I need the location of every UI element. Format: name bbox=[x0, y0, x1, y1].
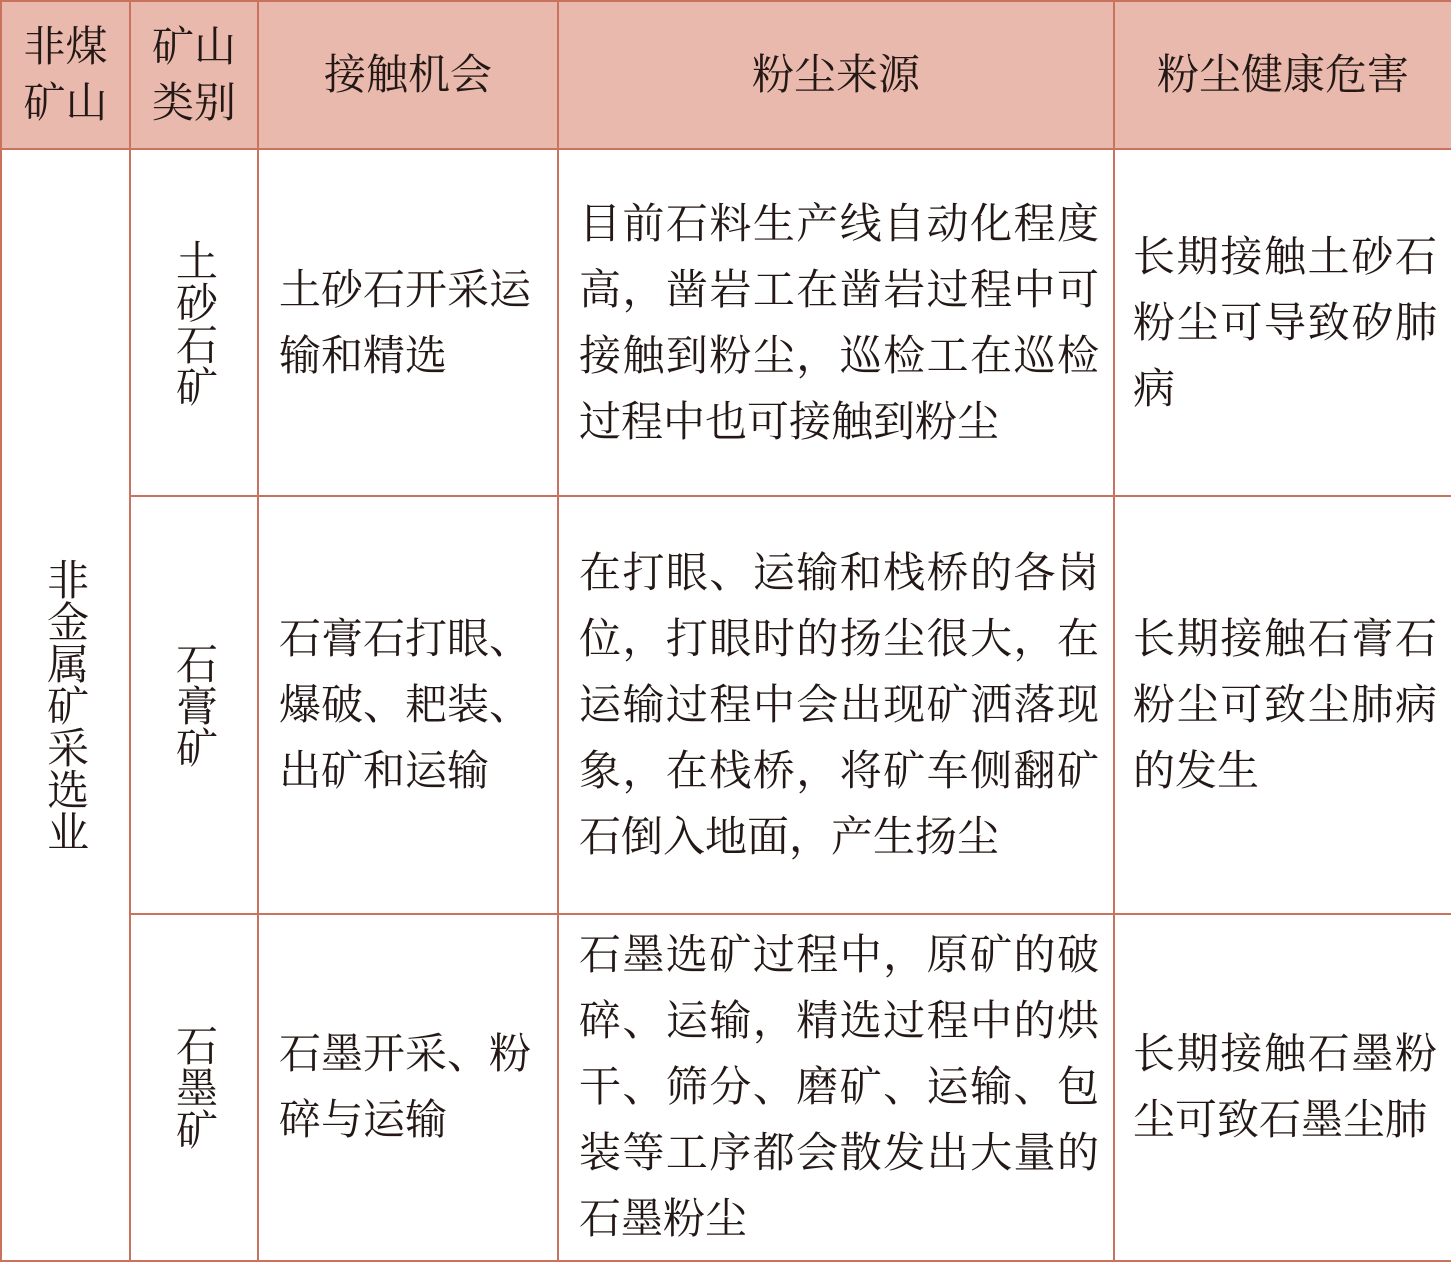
category-label: 石墨矿 bbox=[170, 1024, 219, 1151]
category-cell bbox=[130, 149, 258, 496]
header-source: 粉尘来源 bbox=[558, 1, 1114, 149]
source-cell: 在打眼、运输和栈桥的各岗位，打眼时的扬尘很大，在运输过程中会出现矿洒落现象，在栈桥，将矿车侧翻矿石倒入地面，产生扬尘 bbox=[558, 496, 1114, 914]
header-category-line2: 类别 bbox=[151, 78, 236, 127]
source-cell: 石墨选矿过程中，原矿的破碎、运输，精选过程中的烘干、筛分、磨矿、运输、包装等工序都会散发出大量的石墨粉尘 bbox=[558, 914, 1114, 1261]
header-industry-line1: 非煤 bbox=[23, 22, 108, 71]
header-category bbox=[130, 1, 258, 149]
table-row bbox=[1, 149, 1451, 496]
category-label: 土砂石矿 bbox=[170, 238, 219, 407]
exposure-cell: 土砂石开采运输和精选 bbox=[258, 149, 558, 496]
hazard-cell: 长期接触石墨粉尘可致石墨尘肺 bbox=[1114, 914, 1451, 1261]
hazard-cell: 长期接触土砂石粉尘可导致矽肺病 bbox=[1114, 149, 1451, 496]
table-row bbox=[1, 496, 1451, 914]
exposure-cell: 石墨开采、粉碎与运输 bbox=[258, 914, 558, 1261]
header-industry bbox=[1, 1, 130, 149]
category-cell bbox=[130, 496, 258, 914]
header-exposure: 接触机会 bbox=[258, 1, 558, 149]
industry-cell bbox=[1, 149, 130, 1261]
header-hazard: 粉尘健康危害 bbox=[1114, 1, 1451, 149]
hazard-cell: 长期接触石膏石粉尘可致尘肺病的发生 bbox=[1114, 496, 1451, 914]
header-industry-line2: 矿山 bbox=[23, 78, 108, 127]
header-category-line1: 矿山 bbox=[151, 22, 236, 71]
table-row bbox=[1, 914, 1451, 1261]
exposure-cell: 石膏石打眼、爆破、耙装、出矿和运输 bbox=[258, 496, 558, 914]
category-cell bbox=[130, 914, 258, 1261]
source-cell: 目前石料生产线自动化程度高，凿岩工在凿岩过程中可接触到粉尘，巡检工在巡检过程中也可接触到粉尘 bbox=[558, 149, 1114, 496]
header-row bbox=[1, 1, 1451, 149]
category-label: 石膏矿 bbox=[170, 641, 219, 768]
industry-label: 非金属矿采选业 bbox=[41, 558, 91, 852]
